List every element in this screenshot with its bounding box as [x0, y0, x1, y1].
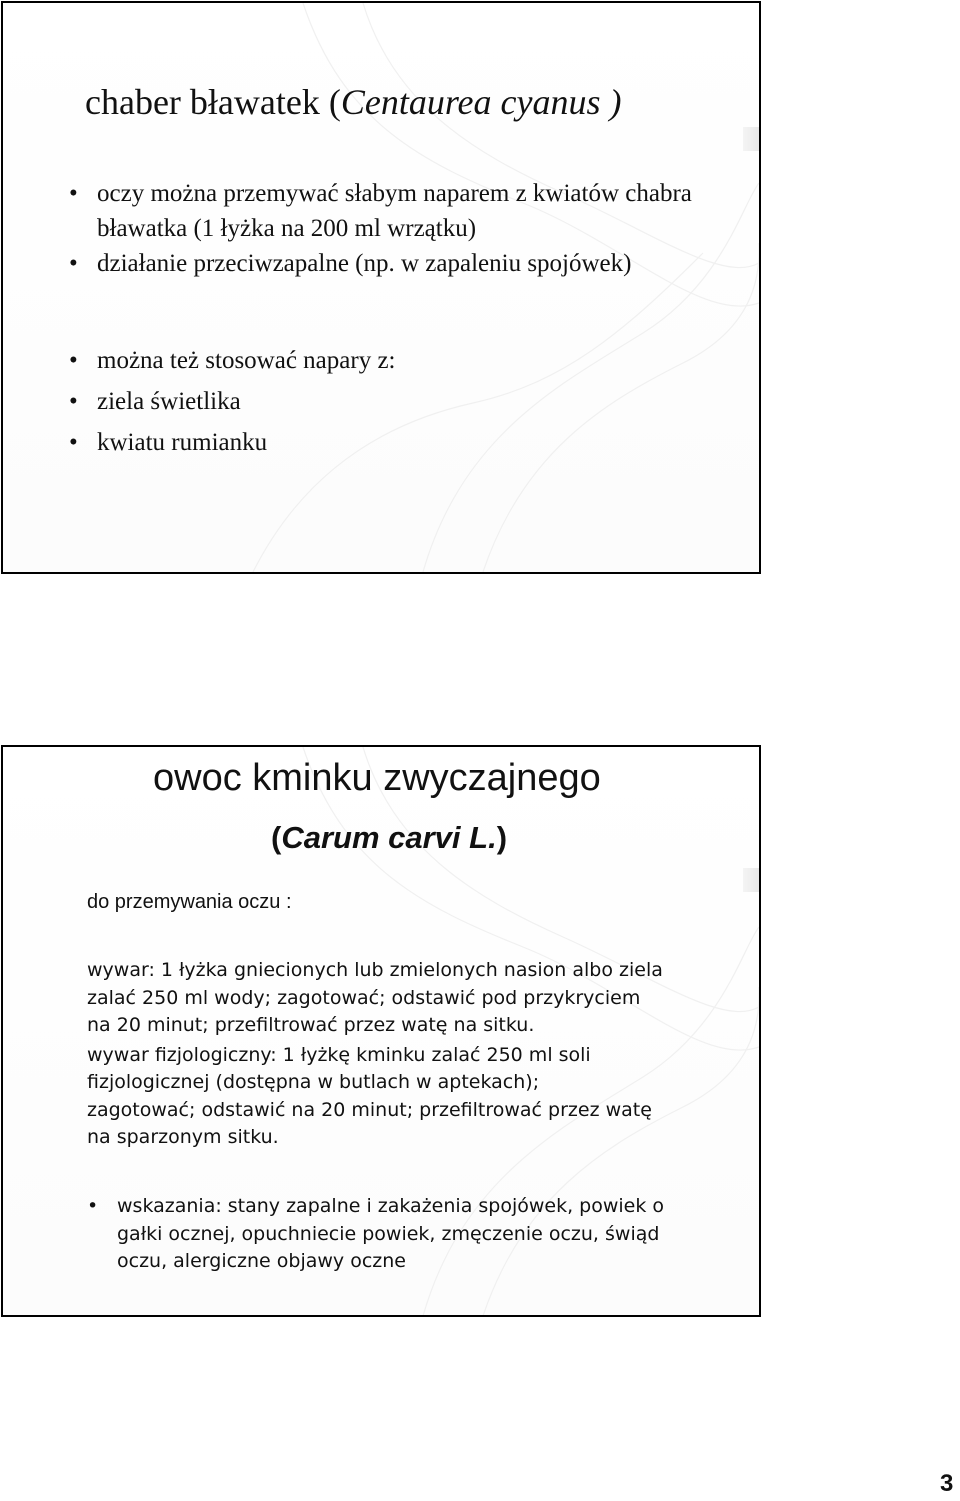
subtitle-open-paren: ( [271, 820, 282, 855]
list-item: • działanie przeciwzapalne (np. w zapaleniu spojówek) [69, 246, 737, 281]
paragraph-line: zagotować; odstawić na 20 minut; przefiltrować przez watę [87, 1098, 652, 1121]
bullet-list-top [69, 176, 737, 281]
paragraph-line: na 20 minut; przefiltrować przez watę na sitku. [87, 1014, 535, 1036]
paragraph-line: na sparzonym sitku. [87, 1126, 279, 1148]
list-item: • kwiatu rumianku [69, 425, 737, 460]
slide-edge-marker [743, 127, 761, 151]
usage-label: do przemywania oczu : [87, 891, 292, 913]
slide-kminek [1, 745, 761, 1317]
recipe-paragraphs [87, 957, 737, 1152]
page-number: 3 [940, 1470, 954, 1497]
recipe-paragraph [87, 1042, 737, 1152]
paragraph-line: zalać 250 ml wody; zagotować; odstawić pod przykryciem [87, 986, 641, 1009]
slide-edge-marker [743, 868, 761, 892]
paragraph-line: fizjologicznej (dostępna w butlach w aptekach); [87, 1071, 540, 1093]
indications-line: • wskazania: stany zapalne i zakażenia spojówek, powiek o [117, 1195, 665, 1217]
slide-title [85, 81, 621, 123]
paragraph-line: wywar: 1 łyżka gniecionych lub zmielonych nasion albo ziela [87, 959, 663, 981]
list-item: • oczy można przemywać słabym naparem z kwiatów chabra bławatka (1 łyżka na 200 ml wrzątku) [69, 176, 737, 246]
subtitle-latin: Carum carvi L. [281, 820, 497, 855]
slide-title: owoc kminku zwyczajnego [153, 757, 601, 799]
subtitle-close-paren: ) [496, 820, 508, 855]
slide-subtitle [271, 820, 507, 856]
list-item: • można też stosować napary z: [69, 343, 737, 378]
title-latin: Centaurea cyanus ) [340, 82, 622, 122]
recipe-paragraph [87, 957, 737, 1040]
paragraph-line: wywar fizjologiczny: 1 łyżkę kminku zalać 250 ml soli [87, 1043, 591, 1066]
bullet-list-bottom [69, 343, 737, 466]
indications-line: gałki ocznej, opuchniecie powiek, zmęczenie oczu, świąd [117, 1222, 660, 1245]
slide-chaber [1, 1, 761, 574]
indications-list [87, 1193, 737, 1276]
list-item [87, 1193, 737, 1276]
title-plain: chaber bławatek ( [85, 82, 341, 122]
list-item: • ziela świetlika [69, 384, 737, 419]
indications-line: oczu, alergiczne objawy oczne [117, 1250, 406, 1272]
